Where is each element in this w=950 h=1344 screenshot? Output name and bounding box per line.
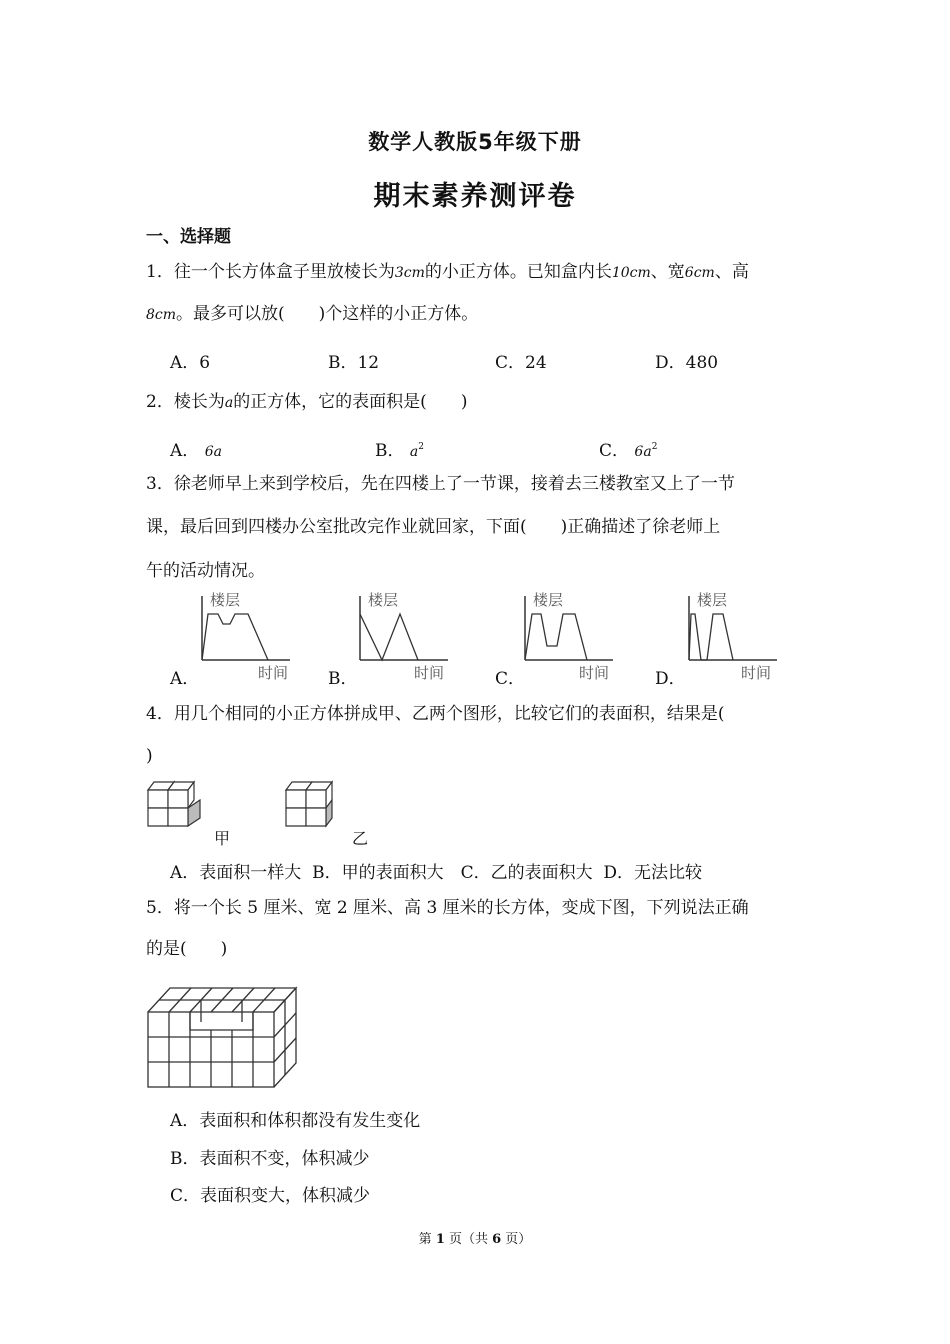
graph-b <box>348 588 458 680</box>
question-2: 2．棱长为a的正方体，它的表面积是( ) <box>146 392 468 412</box>
paper-subtitle: 数学人教版5年级下册 <box>368 130 582 154</box>
question-5-line-1: 5．将一个长 5 厘米、宽 2 厘米、高 3 厘米的长方体，变成下图，下列说法正确 <box>146 898 749 918</box>
q2-option-c[interactable]: C． $6a^2$ <box>599 441 658 461</box>
graph-d <box>677 588 787 680</box>
graph-c-ylabel: 楼层 <box>533 591 564 609</box>
q2-option-b[interactable]: B． $a^2$ <box>375 441 424 461</box>
q1-option-b[interactable]: B．12 <box>328 353 380 373</box>
q2-option-a[interactable]: A． 6a <box>170 441 222 461</box>
question-4-line-1: 4．用几个相同的小正方体拼成甲、乙两个图形，比较它们的表面积，结果是( <box>146 704 725 724</box>
paper-title: 期末素养测评卷 <box>373 181 577 212</box>
graph-a <box>190 588 300 680</box>
graph-c <box>513 588 623 680</box>
question-5-line-2: 的是( ) <box>146 939 228 959</box>
graph-a-ylabel: 楼层 <box>210 591 241 609</box>
q4-options[interactable]: A．表面积一样大 B．甲的表面积大 C．乙的表面积大 D．无法比较 <box>170 863 703 883</box>
question-3-line-1: 3．徐老师早上来到学校后，先在四楼上了一节课，接着去三楼教室又上了一节 <box>146 474 735 494</box>
page-number: 第 1 页（共 6 页） <box>418 1232 532 1247</box>
q5-option-b[interactable]: B．表面积不变，体积减少 <box>170 1149 370 1169</box>
q5-option-a[interactable]: A．表面积和体积都没有发生变化 <box>170 1111 421 1131</box>
q3-option-c[interactable]: C． <box>495 669 526 689</box>
figure-cuboid-cubes <box>144 984 308 1092</box>
graph-c-xlabel: 时间 <box>579 664 610 680</box>
figure-jia-cubes <box>144 776 224 840</box>
question-4-line-2: ) <box>146 746 153 766</box>
label-jia: 甲 <box>214 829 231 848</box>
section-heading: 一、选择题 <box>146 227 231 247</box>
q5-option-c[interactable]: C．表面积变大，体积减少 <box>170 1186 371 1206</box>
graph-b-xlabel: 时间 <box>414 664 445 680</box>
graph-b-ylabel: 楼层 <box>368 591 399 609</box>
question-1-line-2: 8cm。最多可以放( )个这样的小正方体。 <box>146 304 479 324</box>
q3-option-b[interactable]: B． <box>328 669 358 689</box>
question-3-line-3: 午的活动情况。 <box>146 561 265 581</box>
question-3-line-2: 课，最后回到四楼办公室批改完作业就回家，下面( )正确描述了徐老师上 <box>146 517 721 537</box>
q1-option-c[interactable]: C．24 <box>495 353 547 373</box>
graph-d-xlabel: 时间 <box>741 664 772 680</box>
q1-option-a[interactable]: A．6 <box>170 353 211 373</box>
graph-a-xlabel: 时间 <box>258 664 289 680</box>
question-1-line-1: 1．往一个长方体盒子里放棱长为3cm的小正方体。已知盒内长10cm、宽6cm、高 <box>146 262 749 282</box>
q1-option-d[interactable]: D．480 <box>655 353 719 373</box>
q3-option-d[interactable]: D． <box>655 669 686 689</box>
label-yi: 乙 <box>352 829 369 848</box>
q3-option-a[interactable]: A． <box>170 669 200 689</box>
figure-yi-cubes <box>282 776 362 840</box>
graph-d-ylabel: 楼层 <box>697 591 728 609</box>
